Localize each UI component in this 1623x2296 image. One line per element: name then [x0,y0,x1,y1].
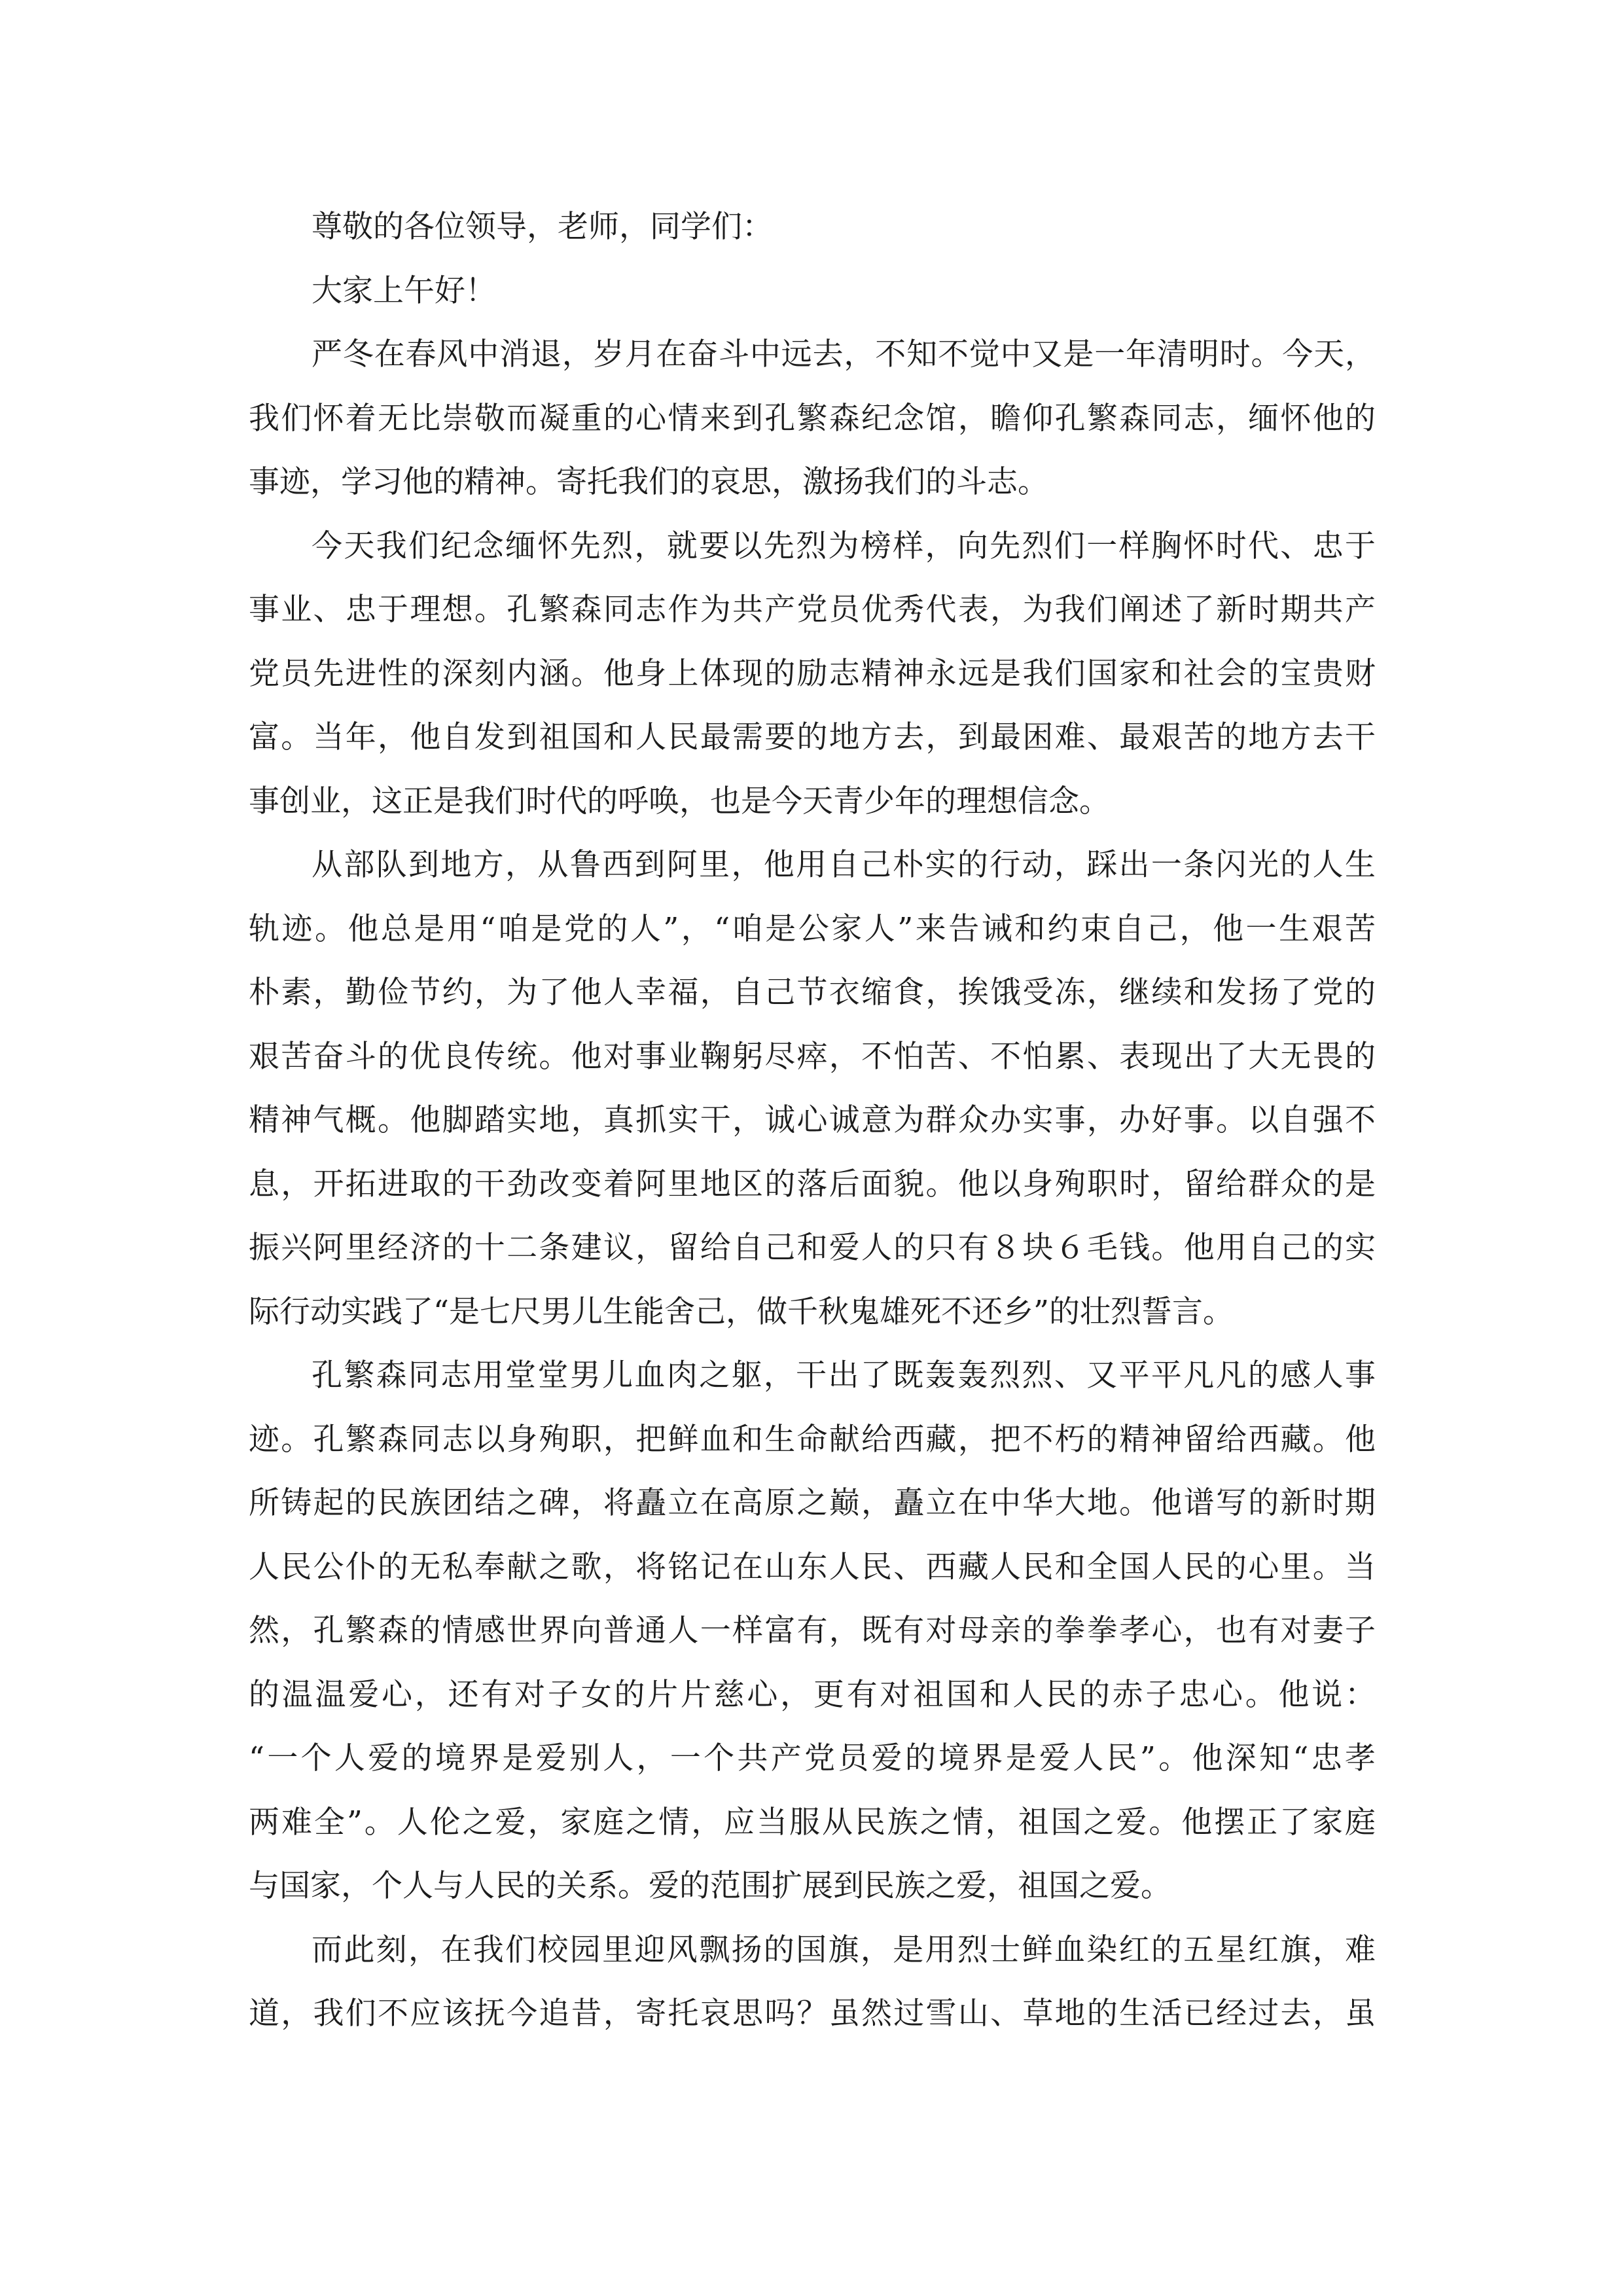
paragraph [249,833,1376,1344]
text-line: 息，开拓进取的干劲改变着阿里地区的落后面貌。他以身殉职时，留给群众的是 [249,1166,1376,1202]
text-line: 大家上午好！ [312,272,496,309]
text-line: 孔繁森同志用堂堂男儿血肉之躯，干出了既轰轰烈烈、又平平凡凡的感人事 [312,1357,1376,1393]
text-line: 从部队到地方，从鲁西到阿里，他用自己朴实的行动，踩出一条闪光的人生 [312,847,1376,883]
text-line: 际行动实践了“是七尺男儿生能舍己，做千秋鬼雄死不还乡”的壮烈誓言。 [249,1293,1234,1330]
text-line: 精神气概。他脚踏实地，真抓实干，诚心诚意为群众办实事，办好事。以自强不 [249,1102,1376,1138]
text-line: 与国家，个人与人民的关系。爱的范围扩展到民族之爱，祖国之爱。 [249,1868,1171,1904]
text-line: 振兴阿里经济的十二条建议，留给自己和爱人的只有８块６毛钱。他用自己的实 [249,1230,1376,1266]
text-line: 所铸起的民族团结之碑，将矗立在高原之巅，矗立在中华大地。他谱写的新时期 [249,1485,1376,1521]
text-line: 然，孔繁森的情感世界向普通人一样富有，既有对母亲的拳拳孝心，也有对妻子 [249,1613,1376,1649]
text-line: 迹。孔繁森同志以身殉职，把鲜血和生命献给西藏，把不朽的精神留给西藏。他 [249,1421,1376,1458]
text-line: 轨迹。他总是用“咱是党的人”，“咱是公家人”来告诫和约束自己，他一生艰苦 [249,910,1376,947]
text-line: 事业、忠于理想。孔繁森同志作为共产党员优秀代表，为我们阐述了新时期共产 [249,592,1376,628]
text-line: 党员先进性的深刻内涵。他身上体现的励志精神永远是我们国家和社会的宝贵财 [249,655,1376,692]
text-line: 道，我们不应该抚今追昔，寄托哀思吗？虽然过雪山、草地的生活已经过去，虽 [249,1996,1376,2032]
text-line: 我们怀着无比崇敬而凝重的心情来到孔繁森纪念馆，瞻仰孔繁森同志，缅怀他的 [249,400,1376,437]
text-line: 富。当年，他自发到祖国和人民最需要的地方去，到最困难、最艰苦的地方去干 [249,719,1376,755]
text-line: 人民公仆的无私奉献之歌，将铭记在山东人民、西藏人民和全国人民的心里。当 [249,1549,1376,1585]
text-line: 事迹，学习他的精神。寄托我们的哀思，激扬我们的斗志。 [249,464,1048,500]
text-line: 今天我们纪念缅怀先烈，就要以先烈为榜样，向先烈们一样胸怀时代、忠于 [312,528,1376,564]
paragraph [249,1918,1376,2046]
text-line: 朴素，勤俭节约，为了他人幸福，自己节衣缩食，挨饿受冻，继续和发扬了党的 [249,975,1376,1011]
paragraph [249,514,1376,834]
text-line: 而此刻，在我们校园里迎风飘扬的国旗，是用烈士鲜血染红的五星红旗，难 [312,1931,1376,1968]
text-line: “一个人爱的境界是爱别人，一个共产党员爱的境界是爱人民”。他深知“忠孝 [249,1740,1376,1776]
text-line: 的温温爱心，还有对子女的片片慈心，更有对祖国和人民的赤子忠心。他说： [249,1676,1376,1713]
text-line: 艰苦奋斗的优良传统。他对事业鞠躬尽瘁，不怕苦、不怕累、表现出了大无畏的 [249,1038,1376,1075]
greeting-paragraph [249,259,1376,323]
paragraph [249,323,1376,514]
text-line: 严冬在春风中消退，岁月在奋斗中远去，不知不觉中又是一年清明时。今天， [312,336,1376,372]
text-line: 事创业，这正是我们时代的呼唤，也是今天青少年的理想信念。 [249,783,1110,819]
document-body [249,195,1376,2046]
salutation-paragraph [249,195,1376,259]
text-line: 两难全”。人伦之爱，家庭之情，应当服从民族之情，祖国之爱。他摆正了家庭 [249,1804,1376,1840]
paragraph [249,1344,1376,1918]
text-line: 尊敬的各位领导，老师，同学们： [312,209,773,245]
